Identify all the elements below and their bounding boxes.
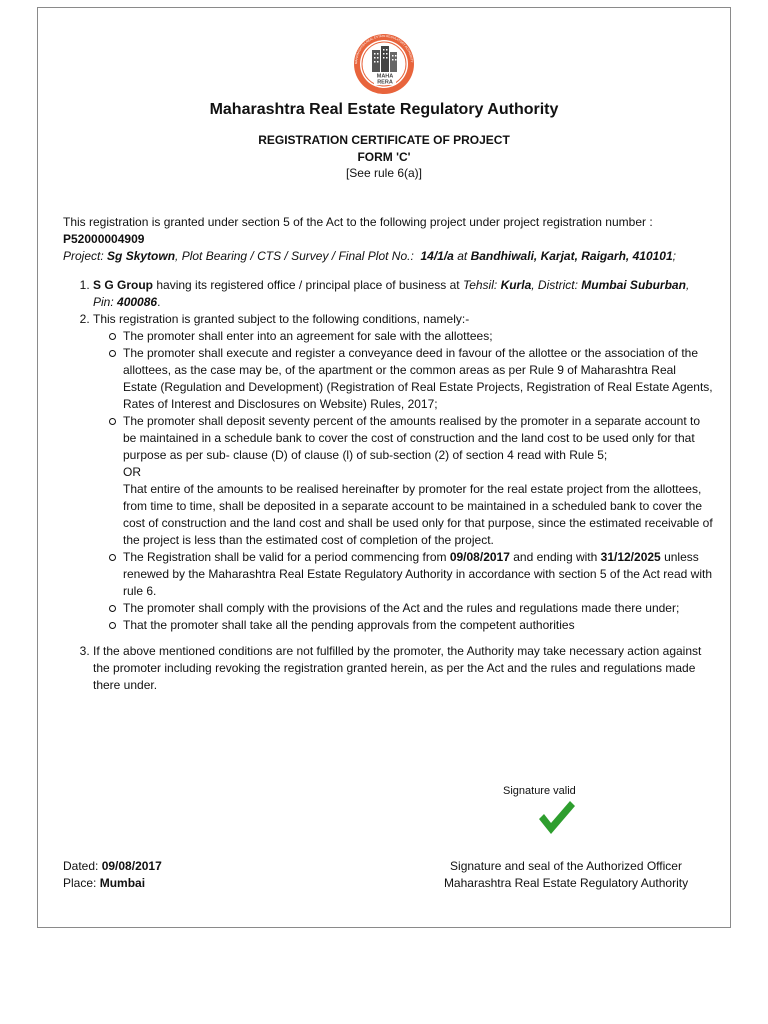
validity-end-date: 31/12/2025	[600, 550, 661, 564]
promoter-name: S G Group	[93, 278, 153, 292]
condition-text: That the promoter shall take all the pending approvals from the competent authorities	[123, 618, 575, 632]
revocation-text: If the above mentioned conditions are not fulfilled by the promoter, the Authority may take necessary action against the promoter including revoking the registration granted herein, as per the Act and the rules and regulations made there under.	[93, 644, 702, 692]
logo-text-maha: MAHA	[376, 73, 394, 80]
bullet-icon	[109, 350, 116, 357]
location-end: ;	[672, 249, 676, 263]
condition-or: OR	[123, 465, 141, 479]
plot-label: , Plot Bearing / CTS / Survey / Final Plot No.:	[175, 249, 414, 263]
intro-paragraph	[63, 214, 713, 265]
promoter-text: having its registered office / principal place of business at	[156, 278, 460, 292]
bullet-icon	[109, 333, 116, 340]
conditions-list	[63, 277, 713, 694]
bullet-icon	[109, 605, 116, 612]
rule-reference: [See rule 6(a)]	[345, 166, 423, 180]
validity-start-date: 09/08/2017	[449, 550, 510, 564]
project-location: Bandhiwali, Karjat, Raigarh, 410101	[470, 249, 673, 263]
project-name: Sg Skytown	[107, 249, 176, 263]
district-label: , District:	[531, 278, 578, 292]
intro-text: This registration is granted under section 5 of the Act to the following project under project registration number :	[63, 215, 653, 229]
officer-line-1: Signature and seal of the Authorized Officer	[450, 859, 682, 873]
certificate-title: REGISTRATION CERTIFICATE OF PROJECT	[258, 133, 510, 147]
project-label: Project:	[63, 249, 104, 263]
condition-text: unless renewed by the Maharashtra Real Estate Regulatory Authority in accordance with section 5 of the Act read with rule 6.	[123, 550, 712, 598]
checkmark-icon	[536, 797, 576, 837]
list-item-revocation	[93, 643, 713, 694]
at-label: at	[457, 249, 468, 263]
logo-text-rera: RERA	[377, 79, 393, 86]
list-item	[123, 328, 713, 345]
authority-title: Maharashtra Real Estate Regulatory Authority	[209, 101, 559, 118]
condition-text: The Registration shall be valid for a period commencing from	[123, 550, 447, 564]
tehsil-value: Kurla	[500, 278, 532, 292]
district-value: Mumbai Suburban	[581, 278, 686, 292]
pin-value: 400086	[117, 295, 158, 309]
logo-ring-text: MAHARASHTRA REAL ESTATE REGULATORY AUTHORITY	[353, 33, 414, 65]
place-value: Mumbai	[99, 876, 146, 890]
condition-text: The promoter shall comply with the provisions of the Act and the rules and regulations made there under;	[123, 601, 680, 615]
officer-line-2: Maharashtra Real Estate Regulatory Authority	[443, 876, 689, 890]
certificate-body	[63, 214, 713, 694]
place-label: Place:	[63, 876, 97, 890]
condition-text: The promoter shall execute and register a conveyance deed in favour of the allottee or the association of the allottees, as the case may be, of the apartment or the common areas as per Rule 9 of Maharashtra Real Estate (Regulation and Development) (Registration of Real Estate Projects, Registration of Real Estate Agents, Rates of Interest and Disclosures on Website) Rules, 2017;	[123, 346, 713, 411]
list-item	[123, 345, 713, 413]
maharera-logo-icon	[352, 32, 416, 96]
condition-text: That entire of the amounts to be realised hereinafter by promoter for the real estate project from the allottees, from time to time, shall be deposited in a separate account to be maintained in a scheduled bank to cover the cost of construction and the land cost and shall be used only for that purpose, since the estimated receivable of the project is less than the estimated cost of completion of the project.	[123, 482, 713, 547]
tehsil-label: Tehsil:	[462, 278, 498, 292]
dated-value: 09/08/2017	[101, 859, 162, 873]
plot-number: 14/1/a	[420, 249, 454, 263]
form-title: FORM 'C'	[357, 150, 411, 164]
signature-status: Signature valid	[503, 785, 576, 797]
list-item-promoter	[93, 277, 713, 311]
bullet-icon	[109, 418, 116, 425]
list-item-conditions	[93, 311, 713, 634]
bullet-icon	[109, 554, 116, 561]
item1-end: .	[157, 295, 161, 309]
condition-text: The promoter shall enter into an agreement for sale with the allottees;	[123, 329, 493, 343]
pin-label: , Pin:	[93, 278, 690, 309]
dated-label: Dated:	[63, 859, 99, 873]
registration-number: P52000004909	[63, 232, 145, 246]
list-item	[123, 549, 713, 600]
list-item	[123, 413, 713, 549]
dated-place-block	[63, 858, 162, 892]
list-item	[123, 617, 713, 634]
signature-block	[440, 858, 692, 892]
condition-text: and ending with	[513, 550, 598, 564]
bullet-icon	[109, 622, 116, 629]
condition-text: The promoter shall deposit seventy percent of the amounts realised by the promoter in a separate account to be maintained in a schedule bank to cover the cost of construction and the land cost to be used only for that purpose as per sub- clause (D) of clause (l) of sub-section (2) of section 4 read with Rule 5;	[123, 414, 700, 462]
conditions-intro: This registration is granted subject to the following conditions, namely:-	[93, 312, 470, 326]
list-item	[123, 600, 713, 617]
conditions-sublist	[93, 328, 713, 634]
